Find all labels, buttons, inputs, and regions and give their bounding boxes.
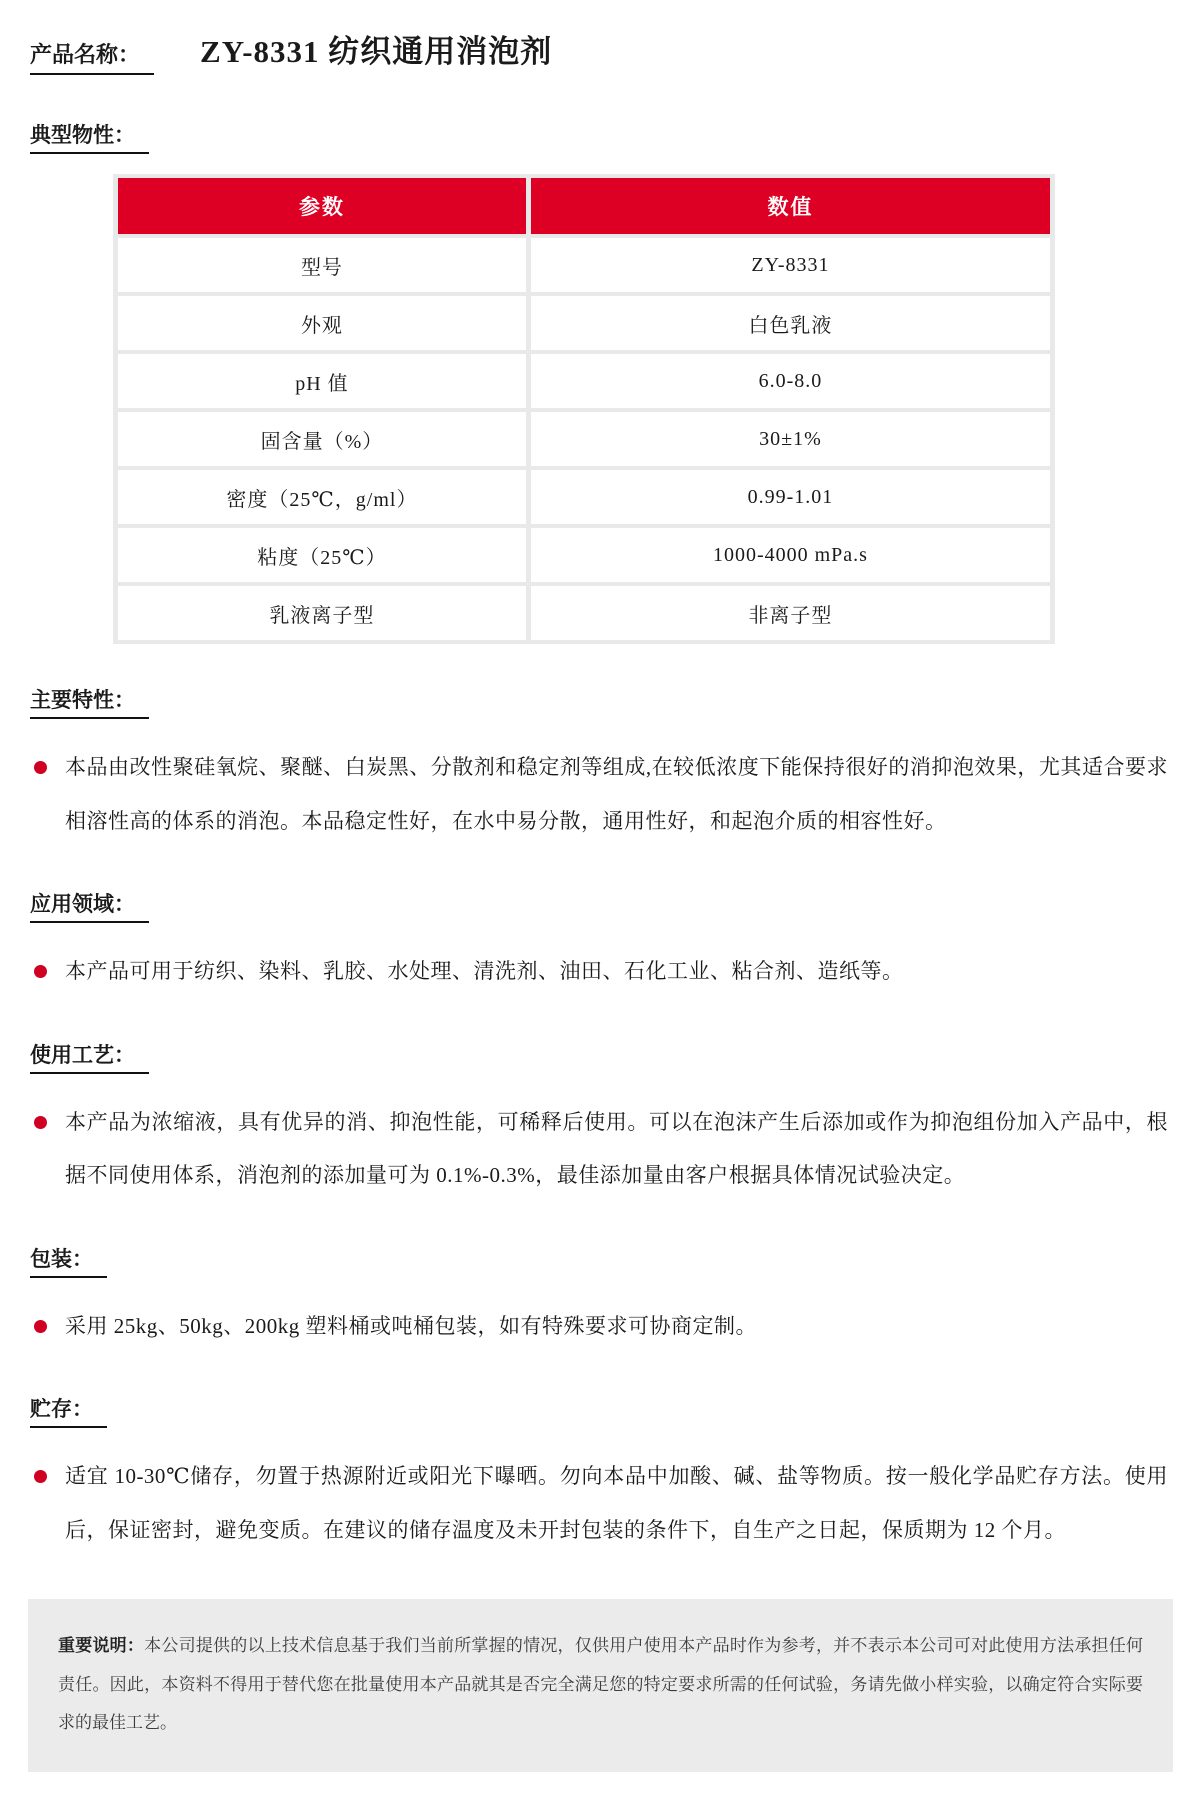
parameter-cell: 外观 [118,296,526,350]
bullet-dot-icon [34,1470,47,1483]
value-cell: 非离子型 [531,586,1050,640]
features-bullet-item [34,741,1168,848]
parameter-cell: 乳液离子型 [118,586,526,640]
usage-text: 本产品为浓缩液，具有优异的消、抑泡性能，可稀释后使用。可以在泡沫产生后添加或作为抑泡组份加入产品中，根据不同使用体系，消泡剂的添加量可为 0.1%-0.3%，最佳添加量由客户根据具体情况试验决定。 [65,1109,1168,1188]
section-heading-packaging [30,1243,1168,1278]
applications-bullet-item [34,945,1168,999]
table-row [118,354,1050,408]
table-row [118,528,1050,582]
table-row [118,296,1050,350]
notice-label: 重要说明： [58,1636,145,1656]
important-notice-box [28,1599,1173,1772]
section-heading-storage [30,1393,1168,1428]
parameter-cell: 密度（25℃，g/ml） [118,470,526,524]
usage-bullet-item [34,1096,1168,1203]
storage-text: 适宜 10-30℃储存，勿置于热源附近或阳光下曝晒。勿向本品中加酸、碱、盐等物质。按一般化学品贮存方法。使用后，保证密封，避免变质。在建议的储存温度及未开封包装的条件下，自生产之日起，保质期为 12 个月。 [65,1464,1168,1542]
section-heading-applications [30,888,1168,923]
table-row [118,412,1050,466]
packaging-bullet-item [34,1300,1168,1354]
section-heading-typical-properties [30,119,1168,154]
value-cell: ZY-8331 [531,238,1050,292]
parameter-cell: 固含量（%） [118,412,526,466]
important-notice-paragraph [58,1627,1143,1742]
bullet-dot-icon [34,1320,47,1333]
table-row [118,586,1050,640]
value-cell: 6.0-8.0 [531,354,1050,408]
typical-properties-heading-text: 典型物性： [30,119,149,154]
value-cell: 0.99-1.01 [531,470,1050,524]
table-row [118,470,1050,524]
features-text: 本品由改性聚硅氧烷、聚醚、白炭黑、分散剂和稳定剂等组成,在较低浓度下能保持很好的消抑泡效果，尤其适合要求相溶性高的体系的消泡。本品稳定性好，在水中易分散，通用性好，和起泡介质的相容性好。 [65,755,1168,833]
applications-text: 本产品可用于纺织、染料、乳胶、水处理、清洗剂、油田、石化工业、粘合剂、造纸等。 [65,959,904,984]
value-cell: 白色乳液 [531,296,1050,350]
bullet-dot-icon [34,761,47,774]
table-row [118,238,1050,292]
notice-text: 本公司提供的以上技术信息基于我们当前所掌握的情况，仅供用户使用本产品时作为参考，并不表示本公司可对此使用方法承担任何责任。因此，本资料不得用于替代您在批量使用本产品就其是否完全满足您的特定要求所需的任何试验，务请先做小样实验，以确定符合实际要求的最佳工艺。 [58,1636,1144,1732]
bullet-dot-icon [34,965,47,978]
table-header-row [118,178,1050,234]
product-name-label: 产品名称： [30,38,154,75]
usage-heading-text: 使用工艺： [30,1039,149,1074]
parameter-cell: pH 值 [118,354,526,408]
value-cell: 30±1% [531,412,1050,466]
properties-table [113,174,1055,644]
value-cell: 1000-4000 mPa.s [531,528,1050,582]
product-title: ZY-8331 纺织通用消泡剂 [200,34,553,69]
packaging-text: 采用 25kg、50kg、200kg 塑料桶或吨桶包装，如有特殊要求可协商定制。 [65,1313,757,1338]
parameter-cell: 型号 [118,238,526,292]
parameter-cell: 粘度（25℃） [118,528,526,582]
features-heading-text: 主要特性： [30,684,149,719]
table-header-parameter: 参数 [118,178,526,234]
storage-bullet-item [34,1450,1168,1557]
section-heading-features [30,684,1168,719]
table-header-value: 数值 [531,178,1050,234]
section-heading-usage [30,1039,1168,1074]
bullet-dot-icon [34,1116,47,1129]
applications-heading-text: 应用领域： [30,888,149,923]
title-row [30,26,1168,75]
storage-heading-text: 贮存： [30,1393,107,1428]
packaging-heading-text: 包装： [30,1243,107,1278]
